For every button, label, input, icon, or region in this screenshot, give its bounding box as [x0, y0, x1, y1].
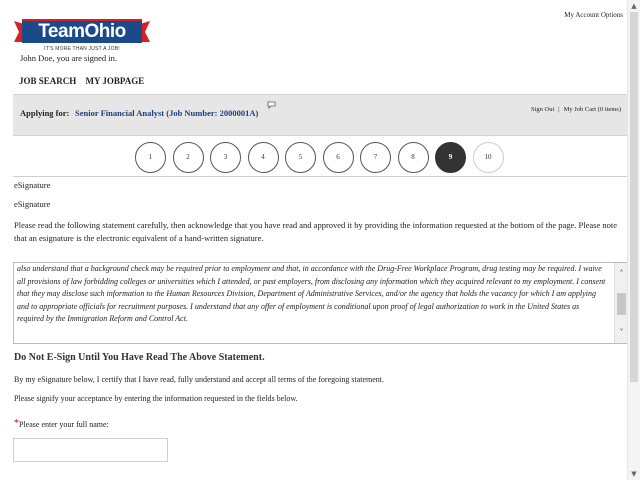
team-ohio-logo[interactable]: [14, 19, 150, 53]
job-title-link[interactable]: Senior Financial Analyst (Job Number: 2000001A): [75, 108, 259, 118]
esign-warning: Do Not E-Sign Until You Have Read The Above Statement.: [14, 352, 265, 363]
chevron-up-icon[interactable]: ˄: [619, 269, 624, 278]
step-7[interactable]: 7: [360, 142, 391, 173]
step-5[interactable]: 5: [285, 142, 316, 173]
main-nav: [19, 76, 151, 86]
step-9[interactable]: 9: [435, 142, 466, 173]
chevron-up-icon[interactable]: ▲: [631, 2, 637, 10]
step-10[interactable]: 10: [473, 142, 504, 173]
link-separator: |: [558, 106, 560, 113]
logo-tagline: IT'S MORE THAN JUST A JOB!: [44, 46, 120, 52]
logo-wordmark: TeamOhio: [38, 21, 126, 42]
step-1[interactable]: 1: [135, 142, 166, 173]
page-title: eSignature: [14, 199, 51, 209]
step-8[interactable]: 8: [398, 142, 429, 173]
nav-my-jobpage[interactable]: MY JOBPAGE: [85, 76, 145, 86]
applying-for-bar: [13, 94, 628, 136]
statement-text: also understand that a background check may be required prior to employment and that, in accordance with the Drug-Free Workplace Program, drug testing may be required. I waive all provisions of law forbidding colleges or universities which I attended, or past employers, from disclosing any information which they acquired relevant to my employment. I consent that they may disclose such information to the Human Resources Division, Department of Administrative Services, and/or the agency that holds the vacancy for which I am applying and to appropriate officials for recruitment purposes. I understand that any offer of employment is conditional upon proof of legal authorization to work in the United States as required by the Immigration Reform and Control Act.: [17, 264, 606, 323]
bar-right-links: [531, 106, 621, 113]
statement-textbox[interactable]: [13, 262, 628, 344]
divider: [13, 176, 628, 177]
instruction-text: Please read the following statement carefully, then acknowledge that you have read and approved it by providing the information requested at the bottom of the page. Please note that an esignature is the electronic equivalent of a hand-written signature.: [14, 220, 617, 243]
job-cart-link[interactable]: My Job Cart (0 items): [563, 106, 621, 113]
sign-out-link[interactable]: Sign Out: [530, 106, 555, 113]
step-4[interactable]: 4: [248, 142, 279, 173]
page-scrollbar[interactable]: [627, 0, 640, 480]
full-name-label: *Please enter your full name:: [14, 418, 109, 429]
account-options-link[interactable]: My Account Options: [564, 11, 623, 19]
page-scroll-thumb[interactable]: [630, 12, 638, 382]
breadcrumb: eSignature: [14, 180, 51, 190]
required-mark: *: [14, 418, 19, 429]
full-name-input[interactable]: [13, 438, 168, 462]
certify-text: By my eSignature below, I certify that I have read, fully understand and accept all terms of the foregoing statement.: [14, 375, 385, 384]
step-2[interactable]: 2: [173, 142, 204, 173]
chevron-down-icon[interactable]: ˅: [619, 328, 624, 337]
step-3[interactable]: 3: [210, 142, 241, 173]
nav-job-search[interactable]: JOB SEARCH: [19, 76, 77, 86]
step-6[interactable]: 6: [323, 142, 354, 173]
chevron-down-icon[interactable]: ▼: [631, 470, 637, 478]
applying-for-label: Applying for:: [20, 108, 70, 118]
speech-bubble-icon[interactable]: [267, 101, 276, 109]
statement-scroll-thumb[interactable]: [617, 293, 626, 315]
signify-text: Please signify your acceptance by entering the information requested in the fields below.: [14, 394, 298, 403]
statement-scrollbar[interactable]: [614, 263, 628, 343]
signed-in-status: John Doe, you are signed in.: [20, 53, 118, 63]
